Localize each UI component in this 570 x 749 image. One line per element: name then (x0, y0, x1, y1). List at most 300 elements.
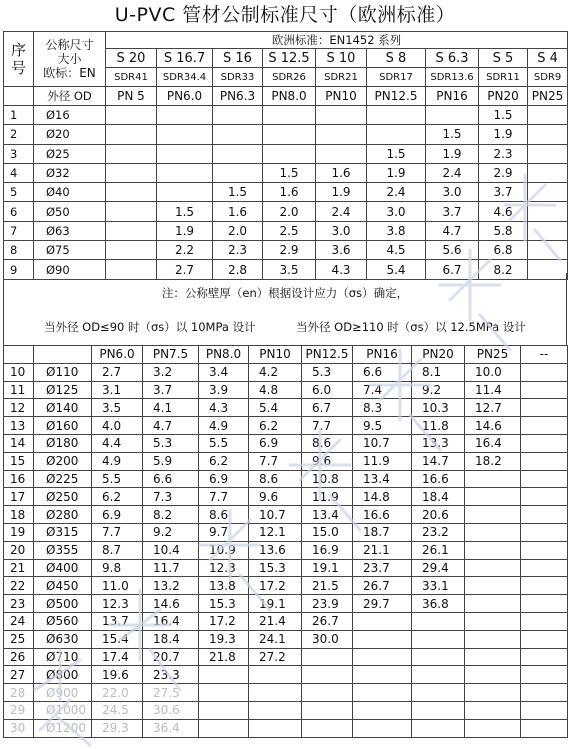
outer-diameter: Ø500 (34, 595, 92, 613)
wall-thickness-cell (157, 183, 213, 202)
wall-thickness-cell: 4.9 (92, 452, 143, 470)
wall-thickness-cell (465, 648, 521, 666)
wall-thickness-cell: 19.1 (302, 559, 353, 577)
wall-thickness-cell: 26.7 (302, 612, 353, 630)
standard-header: 欧洲标准：EN1452 系列 (106, 32, 568, 49)
wall-thickness-cell (106, 241, 157, 260)
wall-thickness-cell: 26.7 (353, 577, 412, 595)
outer-diameter: Ø900 (34, 684, 92, 702)
wall-thickness-cell: 5.3 (143, 434, 199, 452)
wall-thickness-cell: 1.9 (367, 163, 426, 182)
wall-thickness-cell (353, 648, 412, 666)
wall-thickness-cell (465, 684, 521, 702)
wall-thickness-cell: 7.7 (199, 488, 249, 506)
wall-thickness-cell (157, 106, 213, 125)
wall-thickness-cell: 2.9 (263, 241, 316, 260)
wall-thickness-cell: 7.7 (302, 417, 353, 435)
table-row (4, 183, 568, 202)
lower-od-blank (34, 346, 92, 364)
wall-thickness-cell (528, 221, 568, 240)
table-row (4, 144, 568, 163)
sdr-cell: SDR9 (528, 68, 568, 87)
wall-thickness-cell (367, 106, 426, 125)
wall-thickness-cell (412, 612, 465, 630)
row-number: 20 (4, 541, 34, 559)
wall-thickness-cell (521, 434, 568, 452)
wall-thickness-cell: 9.5 (353, 417, 412, 435)
table-row (4, 506, 568, 524)
row-number: 22 (4, 577, 34, 595)
wall-thickness-cell: 5.4 (249, 399, 302, 417)
wall-thickness-cell (412, 719, 465, 737)
wall-thickness-cell: 6.9 (92, 506, 143, 524)
wall-thickness-cell: 6.6 (353, 363, 412, 381)
table-row (4, 434, 568, 452)
outer-diameter: Ø125 (34, 381, 92, 399)
wall-thickness-cell: 3.2 (143, 363, 199, 381)
wall-thickness-cell (465, 666, 521, 684)
wall-thickness-cell (302, 666, 353, 684)
wall-thickness-cell (199, 701, 249, 719)
pn-header-cell: PN6.3 (213, 87, 263, 106)
wall-thickness-cell: 3.8 (367, 221, 426, 240)
table-row (4, 399, 568, 417)
wall-thickness-cell: 8.2 (143, 506, 199, 524)
row-number: 9 (4, 260, 34, 279)
wall-thickness-cell (302, 701, 353, 719)
wall-thickness-cell (465, 701, 521, 719)
row-number: 23 (4, 595, 34, 613)
row-number: 30 (4, 719, 34, 737)
wall-thickness-cell: 1.5 (157, 202, 213, 221)
wall-thickness-cell: 2.3 (479, 144, 528, 163)
row-number: 24 (4, 612, 34, 630)
wall-thickness-cell (199, 719, 249, 737)
wall-thickness-cell: 2.3 (213, 241, 263, 260)
row-number: 19 (4, 523, 34, 541)
wall-thickness-cell (521, 488, 568, 506)
wall-thickness-cell (528, 202, 568, 221)
row-number: 11 (4, 381, 34, 399)
table-row (4, 648, 568, 666)
wall-thickness-cell (521, 595, 568, 613)
wall-thickness-cell (521, 470, 568, 488)
wall-thickness-cell (465, 470, 521, 488)
wall-thickness-cell: 4.1 (143, 399, 199, 417)
wall-thickness-cell: 3.0 (316, 221, 367, 240)
wall-thickness-cell: 3.9 (199, 381, 249, 399)
table-row (4, 612, 568, 630)
table-row (4, 701, 568, 719)
wall-thickness-cell: 8.7 (92, 541, 143, 559)
standard-size-table-upper (3, 31, 568, 280)
page-title: U-PVC 管材公制标准尺寸（欧洲标准） (114, 4, 456, 26)
wall-thickness-cell: 6.9 (249, 434, 302, 452)
wall-thickness-cell: 1.5 (426, 125, 479, 144)
wall-thickness-cell: 5.9 (143, 452, 199, 470)
table-row (4, 163, 568, 182)
wall-thickness-cell: 22.0 (92, 684, 143, 702)
wall-thickness-cell: 3.7 (479, 183, 528, 202)
wall-thickness-cell: 33.1 (412, 577, 465, 595)
wall-thickness-cell: 10.8 (302, 470, 353, 488)
table-row (4, 363, 568, 381)
nominal-header-line1: 公称尺寸 (45, 38, 94, 52)
wall-thickness-cell: 1.9 (316, 183, 367, 202)
wall-thickness-cell (521, 666, 568, 684)
row-number: 6 (4, 202, 34, 221)
wall-thickness-cell: 24.1 (249, 630, 302, 648)
wall-thickness-cell: 2.0 (213, 221, 263, 240)
wall-thickness-cell: 7.7 (92, 523, 143, 541)
table-row (4, 125, 568, 144)
wall-thickness-cell (465, 506, 521, 524)
wall-thickness-cell (412, 701, 465, 719)
wall-thickness-cell: 5.3 (302, 363, 353, 381)
wall-thickness-cell: 13.7 (92, 612, 143, 630)
lower-pn-header-cell: -- (521, 346, 568, 364)
outer-diameter: Ø200 (34, 452, 92, 470)
wall-thickness-cell: 8.6 (249, 470, 302, 488)
outer-diameter: Ø25 (34, 144, 106, 163)
row-number: 5 (4, 183, 34, 202)
lower-pn-header-cell: PN6.0 (92, 346, 143, 364)
wall-thickness-cell (465, 559, 521, 577)
wall-thickness-cell (465, 630, 521, 648)
wall-thickness-cell (263, 125, 316, 144)
wall-thickness-cell: 16.6 (353, 506, 412, 524)
outer-diameter: Ø160 (34, 417, 92, 435)
wall-thickness-cell: 1.6 (213, 202, 263, 221)
wall-thickness-cell: 19.6 (92, 666, 143, 684)
wall-thickness-cell (412, 684, 465, 702)
wall-thickness-cell: 36.4 (143, 719, 199, 737)
wall-thickness-cell: 20.6 (412, 506, 465, 524)
wall-thickness-cell: 2.2 (157, 241, 213, 260)
wall-thickness-cell (521, 612, 568, 630)
table-row (4, 577, 568, 595)
wall-thickness-cell: 3.6 (316, 241, 367, 260)
wall-thickness-cell: 9.6 (249, 488, 302, 506)
wall-thickness-cell (426, 106, 479, 125)
wall-thickness-cell: 2.4 (426, 163, 479, 182)
wall-thickness-cell (263, 144, 316, 163)
wall-thickness-cell: 7.4 (353, 381, 412, 399)
lower-pn-header-cell: PN7.5 (143, 346, 199, 364)
wall-thickness-cell (521, 541, 568, 559)
series-s-cell: S 6.3 (426, 49, 479, 68)
outer-diameter: Ø140 (34, 399, 92, 417)
wall-thickness-cell: 12.1 (249, 523, 302, 541)
wall-thickness-cell: 30.6 (143, 701, 199, 719)
wall-thickness-cell: 26.1 (412, 541, 465, 559)
nominal-header-line2: 大小 (57, 52, 82, 66)
table-row (4, 684, 568, 702)
nominal-header-line3: 欧标：EN (43, 66, 96, 80)
wall-thickness-cell: 9.2 (143, 523, 199, 541)
wall-thickness-cell (465, 719, 521, 737)
wall-thickness-cell: 7.3 (143, 488, 199, 506)
series-s-cell: S 20 (106, 49, 157, 68)
wall-thickness-cell (106, 106, 157, 125)
row-number: 28 (4, 684, 34, 702)
nominal-size-header (34, 32, 106, 87)
wall-thickness-cell: 6.9 (199, 470, 249, 488)
sdr-cell: SDR34.4 (157, 68, 213, 87)
lower-pn-header-cell: PN12.5 (302, 346, 353, 364)
wall-thickness-cell: 4.2 (249, 363, 302, 381)
wall-thickness-cell (106, 221, 157, 240)
outer-diameter: Ø560 (34, 612, 92, 630)
wall-thickness-cell: 15.4 (92, 630, 143, 648)
table-row (4, 559, 568, 577)
wall-thickness-cell (106, 183, 157, 202)
series-s-cell: S 5 (479, 49, 528, 68)
sdr-cell: SDR41 (106, 68, 157, 87)
outer-diameter: Ø90 (34, 260, 106, 279)
wall-thickness-cell: 11.9 (353, 452, 412, 470)
wall-thickness-cell (213, 144, 263, 163)
table-row (4, 241, 568, 260)
wall-thickness-cell: 1.6 (263, 183, 316, 202)
wall-thickness-cell (528, 106, 568, 125)
wall-thickness-cell: 4.3 (199, 399, 249, 417)
pn-header-cell: PN8.0 (263, 87, 316, 106)
wall-thickness-cell: 29.4 (412, 559, 465, 577)
wall-thickness-cell: 4.7 (143, 417, 199, 435)
outer-diameter: Ø20 (34, 125, 106, 144)
wall-thickness-cell: 1.6 (316, 163, 367, 182)
wall-thickness-cell (353, 719, 412, 737)
wall-thickness-cell: 9.7 (199, 523, 249, 541)
wall-thickness-cell: 10.7 (353, 434, 412, 452)
wall-thickness-cell: 18.7 (353, 523, 412, 541)
wall-thickness-cell: 19.1 (249, 595, 302, 613)
note-line-1: 注：公称壁厚（en）根据设计应力（σs）确定， (161, 286, 409, 300)
wall-thickness-cell: 13.8 (199, 577, 249, 595)
wall-thickness-cell (528, 163, 568, 182)
wall-thickness-cell: 18.4 (412, 488, 465, 506)
wall-thickness-cell: 9.6 (302, 452, 353, 470)
wall-thickness-cell: 11.8 (412, 417, 465, 435)
wall-thickness-cell (199, 684, 249, 702)
table-row (4, 202, 568, 221)
wall-thickness-cell: 8.6 (199, 506, 249, 524)
wall-thickness-cell (521, 630, 568, 648)
row-number: 14 (4, 434, 34, 452)
wall-thickness-cell: 8.2 (479, 260, 528, 279)
wall-thickness-cell (465, 523, 521, 541)
wall-thickness-cell (367, 125, 426, 144)
wall-thickness-cell: 10.3 (412, 399, 465, 417)
wall-thickness-cell: 1.9 (426, 144, 479, 163)
wall-thickness-cell: 11.4 (465, 381, 521, 399)
wall-thickness-cell (465, 612, 521, 630)
outer-diameter: Ø630 (34, 630, 92, 648)
wall-thickness-cell: 14.6 (143, 595, 199, 613)
wall-thickness-cell: 8.1 (412, 363, 465, 381)
wall-thickness-cell (302, 648, 353, 666)
wall-thickness-cell: 2.0 (263, 202, 316, 221)
wall-thickness-cell: 9.2 (412, 381, 465, 399)
outer-diameter: Ø1200 (34, 719, 92, 737)
table-row (4, 452, 568, 470)
lower-pn-header-cell: PN8.0 (199, 346, 249, 364)
lower-pn-header-cell: PN10 (249, 346, 302, 364)
row-number: 26 (4, 648, 34, 666)
table-row (4, 595, 568, 613)
wall-thickness-cell: 14.8 (353, 488, 412, 506)
design-note (3, 273, 567, 345)
wall-thickness-cell: 4.6 (479, 202, 528, 221)
lower-seq-blank (4, 346, 34, 364)
wall-thickness-cell: 3.5 (263, 260, 316, 279)
wall-thickness-cell: 16.4 (465, 434, 521, 452)
series-s-cell: S 16 (213, 49, 263, 68)
wall-thickness-cell: 14.6 (465, 417, 521, 435)
wall-thickness-cell (157, 125, 213, 144)
wall-thickness-cell: 14.7 (412, 452, 465, 470)
wall-thickness-cell: 29.7 (353, 595, 412, 613)
wall-thickness-cell (521, 452, 568, 470)
outer-diameter: Ø450 (34, 577, 92, 595)
table-row (4, 221, 568, 240)
table-row (4, 630, 568, 648)
outer-diameter: Ø1000 (34, 701, 92, 719)
wall-thickness-cell: 17.4 (92, 648, 143, 666)
row-number: 18 (4, 506, 34, 524)
wall-thickness-cell (106, 144, 157, 163)
seq-header (4, 32, 34, 87)
wall-thickness-cell (521, 523, 568, 541)
row-number: 3 (4, 144, 34, 163)
wall-thickness-cell (521, 648, 568, 666)
wall-thickness-cell: 21.4 (249, 612, 302, 630)
wall-thickness-cell: 20.7 (143, 648, 199, 666)
outer-diameter: Ø250 (34, 488, 92, 506)
wall-thickness-cell (521, 506, 568, 524)
wall-thickness-cell (521, 399, 568, 417)
row-number: 25 (4, 630, 34, 648)
wall-thickness-cell (521, 701, 568, 719)
wall-thickness-cell (263, 106, 316, 125)
wall-thickness-cell: 6.2 (249, 417, 302, 435)
sdr-cell: SDR11 (479, 68, 528, 87)
wall-thickness-cell: 13.2 (143, 577, 199, 595)
table-row (4, 719, 568, 737)
outer-diameter: Ø355 (34, 541, 92, 559)
outer-diameter: Ø32 (34, 163, 106, 182)
wall-thickness-cell (302, 684, 353, 702)
row-number: 29 (4, 701, 34, 719)
wall-thickness-cell: 29.3 (92, 719, 143, 737)
wall-thickness-cell: 6.0 (302, 381, 353, 399)
wall-thickness-cell: 4.8 (249, 381, 302, 399)
sdr-cell: SDR26 (263, 68, 316, 87)
od-header: 外径 OD (34, 87, 106, 106)
row-number: 4 (4, 163, 34, 182)
wall-thickness-cell: 2.9 (479, 163, 528, 182)
wall-thickness-cell (412, 666, 465, 684)
row-number: 7 (4, 221, 34, 240)
wall-thickness-cell: 23.9 (302, 595, 353, 613)
wall-thickness-cell: 2.4 (367, 183, 426, 202)
wall-thickness-cell: 6.7 (302, 399, 353, 417)
wall-thickness-cell (465, 488, 521, 506)
wall-thickness-cell (213, 163, 263, 182)
wall-thickness-cell (353, 630, 412, 648)
wall-thickness-cell: 1.5 (263, 163, 316, 182)
wall-thickness-cell (249, 666, 302, 684)
wall-thickness-cell: 16.4 (143, 612, 199, 630)
wall-thickness-cell (521, 577, 568, 595)
wall-thickness-cell: 1.9 (479, 125, 528, 144)
outer-diameter: Ø50 (34, 202, 106, 221)
wall-thickness-cell: 21.5 (302, 577, 353, 595)
outer-diameter: Ø710 (34, 648, 92, 666)
wall-thickness-cell: 15.3 (199, 595, 249, 613)
wall-thickness-cell (521, 381, 568, 399)
series-s-cell: S 8 (367, 49, 426, 68)
row-number: 16 (4, 470, 34, 488)
wall-thickness-cell: 2.4 (316, 202, 367, 221)
wall-thickness-cell: 4.9 (199, 417, 249, 435)
wall-thickness-cell: 19.3 (199, 630, 249, 648)
outer-diameter: Ø225 (34, 470, 92, 488)
wall-thickness-cell (465, 577, 521, 595)
wall-thickness-cell (521, 363, 568, 381)
wall-thickness-cell (157, 163, 213, 182)
wall-thickness-cell: 2.8 (213, 260, 263, 279)
wall-thickness-cell: 1.5 (213, 183, 263, 202)
outer-diameter: Ø63 (34, 221, 106, 240)
table-row (4, 666, 568, 684)
wall-thickness-cell: 10.9 (199, 541, 249, 559)
wall-thickness-cell: 3.7 (426, 202, 479, 221)
sdr-cell: SDR21 (316, 68, 367, 87)
wall-thickness-cell (213, 106, 263, 125)
wall-thickness-cell (528, 183, 568, 202)
wall-thickness-cell: 10.7 (249, 506, 302, 524)
wall-thickness-cell (106, 125, 157, 144)
wall-thickness-cell (521, 719, 568, 737)
wall-thickness-cell: 16.9 (302, 541, 353, 559)
wall-thickness-cell: 6.2 (92, 488, 143, 506)
wall-thickness-cell: 12.3 (199, 559, 249, 577)
series-s-cell: S 16.7 (157, 49, 213, 68)
wall-thickness-cell: 2.7 (157, 260, 213, 279)
wall-thickness-cell: 3.1 (92, 381, 143, 399)
table-row (4, 381, 568, 399)
wall-thickness-cell: 5.6 (426, 241, 479, 260)
wall-thickness-cell: 30.0 (302, 630, 353, 648)
row-number: 17 (4, 488, 34, 506)
outer-diameter: Ø180 (34, 434, 92, 452)
pn-header-cell: PN6.0 (157, 87, 213, 106)
outer-diameter: Ø40 (34, 183, 106, 202)
row-number: 15 (4, 452, 34, 470)
wall-thickness-cell: 21.1 (353, 541, 412, 559)
wall-thickness-cell: 4.7 (426, 221, 479, 240)
wall-thickness-cell (213, 125, 263, 144)
pn-header-cell: PN10 (316, 87, 367, 106)
wall-thickness-cell: 12.7 (465, 399, 521, 417)
wall-thickness-cell: 10.4 (143, 541, 199, 559)
lower-pn-header-cell: PN16 (353, 346, 412, 364)
wall-thickness-cell (465, 595, 521, 613)
wall-thickness-cell (249, 719, 302, 737)
row-number: 12 (4, 399, 34, 417)
